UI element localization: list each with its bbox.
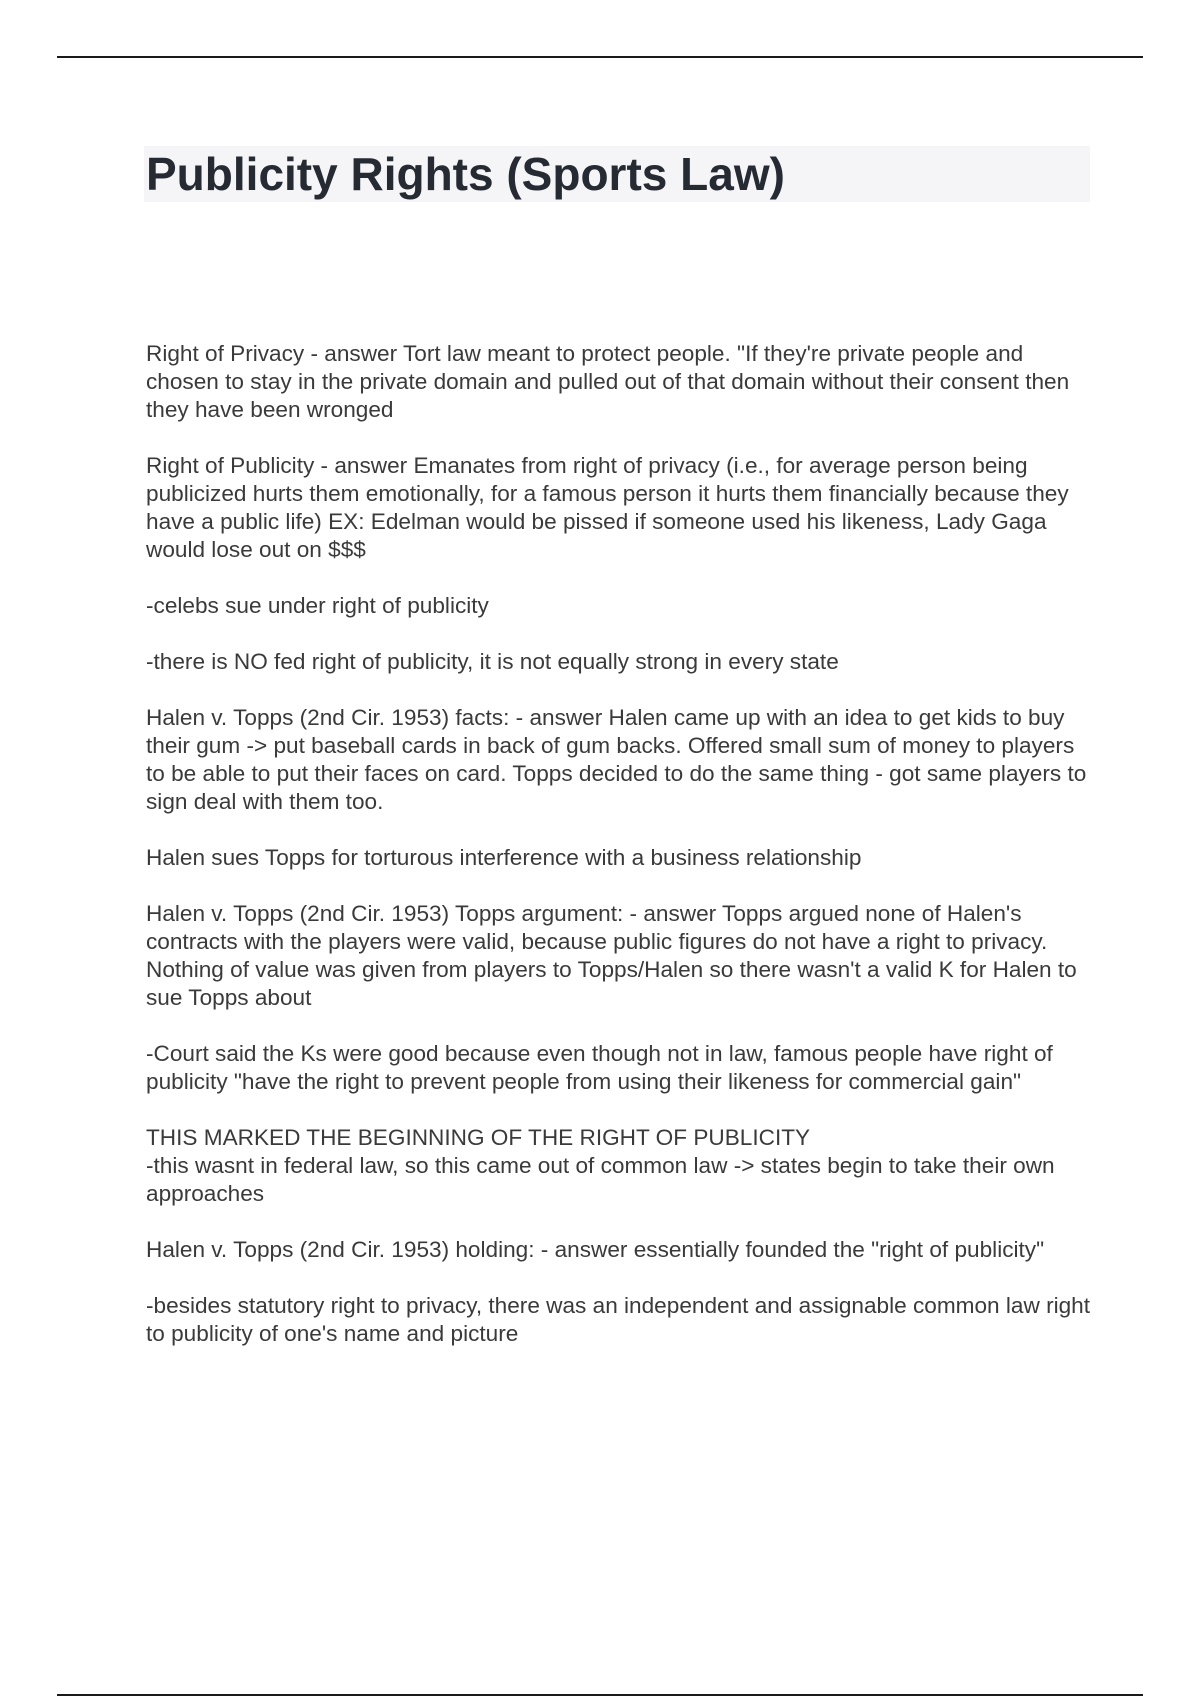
paragraph-no-fed-right: -there is NO fed right of publicity, it is not equally strong in every state xyxy=(146,649,839,674)
paragraph-topps-argument: Halen v. Topps (2nd Cir. 1953) Topps argument: - answer Topps argued none of Halen's contracts with the players were valid, because public figures do not have a right to privacy. Nothing of value was given from players to Topps/Halen so there wasn't a valid K for Halen to sue Topps about xyxy=(146,901,1077,1010)
page-title: Publicity Rights (Sports Law) xyxy=(146,148,785,200)
paragraph-halen-holding: Halen v. Topps (2nd Cir. 1953) holding: - answer essentially founded the "right of publicity" xyxy=(146,1237,1045,1262)
paragraph-statutory-right: -besides statutory right to privacy, there was an independent and assignable common law right to publicity of one's name and picture xyxy=(146,1293,1091,1346)
top-divider xyxy=(57,56,1143,58)
document-body xyxy=(146,340,1096,1376)
paragraph-halen-facts: Halen v. Topps (2nd Cir. 1953) facts: - answer Halen came up with an idea to get kids to buy their gum -> put baseball cards in back of gum backs. Offered small sum of money to players to be able to put their faces on card. Topps decided to do the same thing - got same players to sign deal with them too. xyxy=(146,705,1087,814)
paragraph-celebs-sue: -celebs sue under right of publicity xyxy=(146,593,489,618)
paragraph-halen-sues: Halen sues Topps for torturous interference with a business relationship xyxy=(146,845,862,870)
bottom-divider xyxy=(57,1694,1143,1696)
paragraph-beginning-of-right: THIS MARKED THE BEGINNING OF THE RIGHT OF PUBLICITY -this wasnt in federal law, so this came out of common law -> states begin to take their own approaches xyxy=(146,1125,1055,1206)
paragraph-right-of-publicity: Right of Publicity - answer Emanates from right of privacy (i.e., for average person being publicized hurts them emotionally, for a famous person it hurts them financially because they have a public life) EX: Edelman would be pissed if someone used his likeness, Lady Gaga would lose out on $$$ xyxy=(146,453,1069,562)
paragraph-court-said: -Court said the Ks were good because even though not in law, famous people have right of publicity "have the right to prevent people from using their likeness for commercial gain" xyxy=(146,1041,1053,1094)
paragraph-right-of-privacy: Right of Privacy - answer Tort law meant to protect people. "If they're private people and chosen to stay in the private domain and pulled out of that domain without their consent then they have been wronged xyxy=(146,341,1070,422)
